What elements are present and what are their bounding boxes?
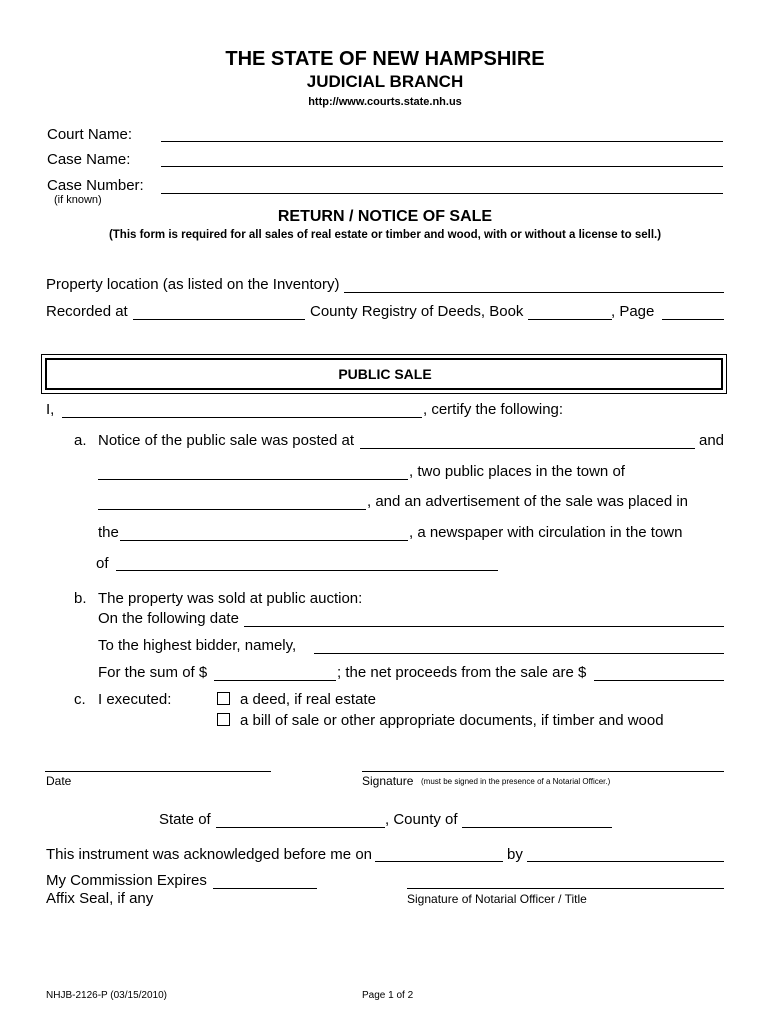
newspaper-field[interactable]	[120, 540, 408, 541]
state-title: THE STATE OF NEW HAMPSHIRE	[225, 48, 545, 70]
certify-suffix: , certify the following:	[423, 401, 564, 418]
bidder-field[interactable]	[314, 653, 724, 654]
recorded-at-field[interactable]	[133, 319, 305, 320]
acknowledged-date-field[interactable]	[375, 861, 503, 862]
item-a-line1: Notice of the public sale was posted at	[98, 432, 354, 449]
deed-option-label: a deed, if real estate	[240, 691, 376, 708]
commission-label: My Commission Expires	[46, 872, 207, 889]
section-title: PUBLIC SALE	[338, 366, 432, 382]
certifier-name-field[interactable]	[62, 417, 422, 418]
town-field[interactable]	[98, 509, 366, 510]
case-number-label: Case Number:	[47, 177, 144, 194]
sum-label: For the sum of $	[98, 664, 208, 681]
net-proceeds-label: ; the net proceeds from the sale are $	[337, 664, 587, 681]
item-a-line3: , and an advertisement of the sale was placed in	[367, 493, 689, 510]
notary-signature-field[interactable]	[407, 888, 724, 889]
bill-of-sale-checkbox[interactable]	[217, 713, 230, 726]
sale-date-field[interactable]	[244, 626, 724, 627]
signature-note: (must be signed in the presence of a Notarial Officer.)	[421, 777, 611, 786]
date-label: Date	[46, 774, 72, 788]
item-a-line2: , two public places in the town of	[409, 463, 625, 480]
case-number-note: (if known)	[54, 194, 102, 206]
sum-field[interactable]	[214, 680, 336, 681]
posted-place-1-field[interactable]	[360, 448, 695, 449]
form-subtitle: (This form is required for all sales of real estate or timber and wood, with or without a license to sell.)	[108, 229, 662, 241]
item-a-of: of	[96, 555, 109, 572]
deed-checkbox[interactable]	[217, 692, 230, 705]
court-name-label: Court Name:	[47, 126, 133, 143]
acknowledged-by-field[interactable]	[527, 861, 724, 862]
state-field[interactable]	[216, 827, 385, 828]
court-url: http://www.courts.state.nh.us	[308, 96, 462, 108]
commission-field[interactable]	[213, 888, 317, 889]
case-number-field[interactable]	[161, 193, 723, 194]
state-of-label: State of	[159, 811, 211, 828]
bidder-label: To the highest bidder, namely,	[98, 637, 297, 654]
sale-date-label: On the following date	[98, 610, 239, 627]
registry-label: County Registry of Deeds, Book	[310, 303, 524, 320]
signature-field[interactable]	[362, 771, 724, 772]
notary-signature-label: Signature of Notarial Officer / Title	[407, 892, 587, 906]
item-b-marker: b.	[74, 590, 87, 607]
page-label: , Page	[611, 303, 655, 320]
item-a-the: the	[98, 524, 119, 541]
item-a-line4: , a newspaper with circulation in the town	[409, 524, 683, 541]
property-location-label: Property location (as listed on the Inventory)	[46, 276, 340, 293]
recorded-at-label: Recorded at	[46, 303, 128, 320]
branch-title: JUDICIAL BRANCH	[306, 72, 464, 91]
book-field[interactable]	[528, 319, 612, 320]
case-name-label: Case Name:	[47, 151, 131, 168]
posted-place-2-field[interactable]	[98, 479, 408, 480]
net-proceeds-field[interactable]	[594, 680, 724, 681]
affix-seal-label: Affix Seal, if any	[46, 890, 154, 907]
item-a-and: and	[699, 432, 725, 449]
item-c-marker: c.	[74, 691, 86, 708]
item-c-label: I executed:	[98, 691, 172, 708]
by-label: by	[507, 846, 523, 863]
county-field[interactable]	[462, 827, 612, 828]
signature-label: Signature	[362, 774, 414, 788]
item-b-line1: The property was sold at public auction:	[98, 590, 363, 607]
property-location-field[interactable]	[344, 292, 724, 293]
page-number: Page 1 of 2	[362, 990, 414, 1001]
item-a-marker: a.	[74, 432, 87, 449]
acknowledged-label: This instrument was acknowledged before me on	[46, 846, 373, 863]
certify-prefix: I,	[46, 401, 55, 418]
form-id: NHJB-2126-P (03/15/2010)	[46, 990, 167, 1001]
case-name-field[interactable]	[161, 166, 723, 167]
court-name-field[interactable]	[161, 141, 723, 142]
county-of-label: , County of	[385, 811, 458, 828]
date-field[interactable]	[45, 771, 271, 772]
form-title: RETURN / NOTICE OF SALE	[277, 208, 493, 225]
page-field[interactable]	[662, 319, 724, 320]
newspaper-town-field[interactable]	[116, 570, 498, 571]
bill-of-sale-option-label: a bill of sale or other appropriate documents, if timber and wood	[240, 712, 664, 729]
